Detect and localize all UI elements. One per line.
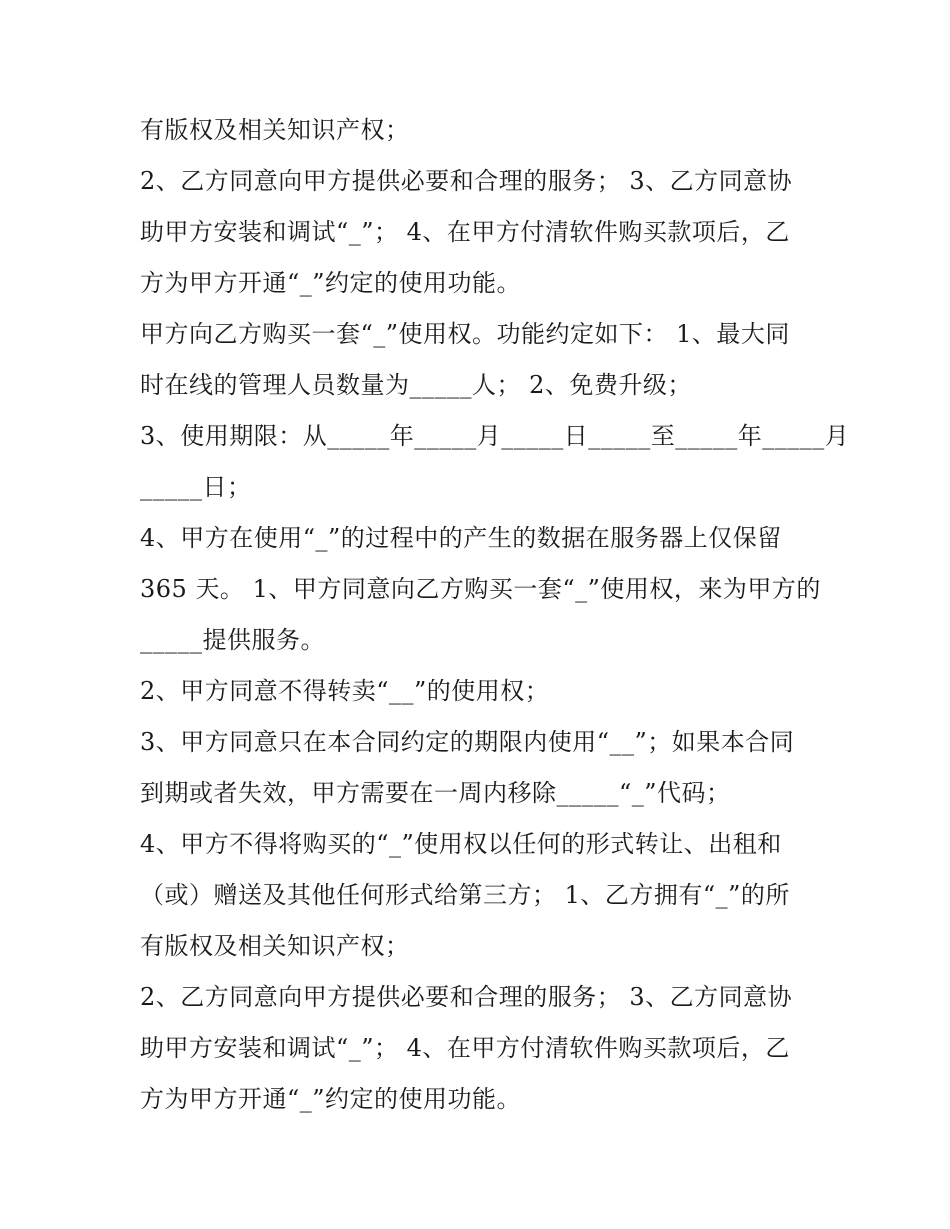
text-line: 2、乙方同意向甲方提供必要和合理的服务； 3、乙方同意协 — [140, 983, 793, 1011]
text-line: 3、使用期限：从_____年_____月_____日_____至_____年_____月 — [140, 422, 850, 450]
text-line: 甲方向乙方购买一套“_”使用权。功能约定如下： 1、最大同 — [140, 320, 790, 348]
text-line: 方为甲方开通“_”约定的使用功能。 — [140, 269, 522, 297]
text-line: 3、甲方同意只在本合同约定的期限内使用“__”；如果本合同 — [140, 728, 795, 756]
text-line: 2、乙方同意向甲方提供必要和合理的服务； 3、乙方同意协 — [140, 167, 793, 195]
text-line: 4、甲方不得将购买的“_”使用权以任何的形式转让、出租和 — [140, 830, 782, 858]
text-line: （或）赠送及其他任何形式给第三方； 1、乙方拥有“_”的所 — [140, 881, 790, 909]
text-line: _____日； — [140, 473, 252, 501]
text-line: 有版权及相关知识产权； — [140, 932, 410, 960]
text-line: 助甲方安装和调试“_”； 4、在甲方付清软件购买款项后，乙 — [140, 218, 790, 246]
text-line: 助甲方安装和调试“_”； 4、在甲方付清软件购买款项后，乙 — [140, 1034, 790, 1062]
text-line: 时在线的管理人员数量为_____人； 2、免费升级； — [140, 371, 692, 399]
text-line: 2、甲方同意不得转卖“__”的使用权； — [140, 677, 550, 705]
text-line: 365 天。 1、甲方同意向乙方购买一套“_”使用权，来为甲方的 — [140, 575, 821, 603]
text-line: _____提供服务。 — [140, 626, 325, 654]
text-line: 4、甲方在使用“_”的过程中的产生的数据在服务器上仅保留 — [140, 524, 782, 552]
text-line: 有版权及相关知识产权； — [140, 116, 410, 144]
text-line: 方为甲方开通“_”约定的使用功能。 — [140, 1085, 522, 1113]
text-line: 到期或者失效，甲方需要在一周内移除_____“_”代码； — [140, 779, 731, 807]
